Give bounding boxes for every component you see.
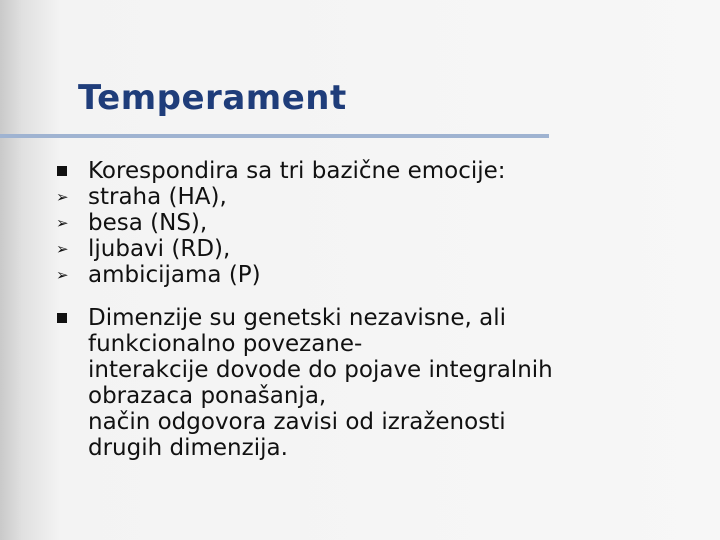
arrow-bullet-icon: ➢ bbox=[56, 266, 69, 284]
bullet-item: Korespondira sa tri bazične emocije: bbox=[56, 158, 706, 184]
sub-bullet-item: ➢ ambicijama (P) bbox=[56, 262, 261, 288]
square-bullet-icon bbox=[57, 166, 67, 176]
title-underline bbox=[0, 134, 549, 138]
sub-bullet-item: ➢ straha (HA), bbox=[56, 184, 227, 210]
sub-bullet-item: ➢ besa (NS), bbox=[56, 210, 208, 236]
slide-title: Temperament bbox=[78, 78, 347, 118]
slide-body bbox=[56, 158, 706, 461]
arrow-bullet-icon: ➢ bbox=[56, 240, 69, 258]
arrow-bullet-icon: ➢ bbox=[56, 214, 69, 232]
bullet-item: Dimenzije su genetski nezavisne, ali funkcionalno povezane- interakcije dovode do pojave integralnih obrazaca ponašanja, način odgovora zavisi od izraženosti drugih dimenzija. bbox=[56, 305, 706, 461]
arrow-bullet-icon: ➢ bbox=[56, 188, 69, 206]
sub-bullet-item: ➢ ljubavi (RD), bbox=[56, 236, 231, 262]
square-bullet-icon bbox=[57, 313, 67, 323]
